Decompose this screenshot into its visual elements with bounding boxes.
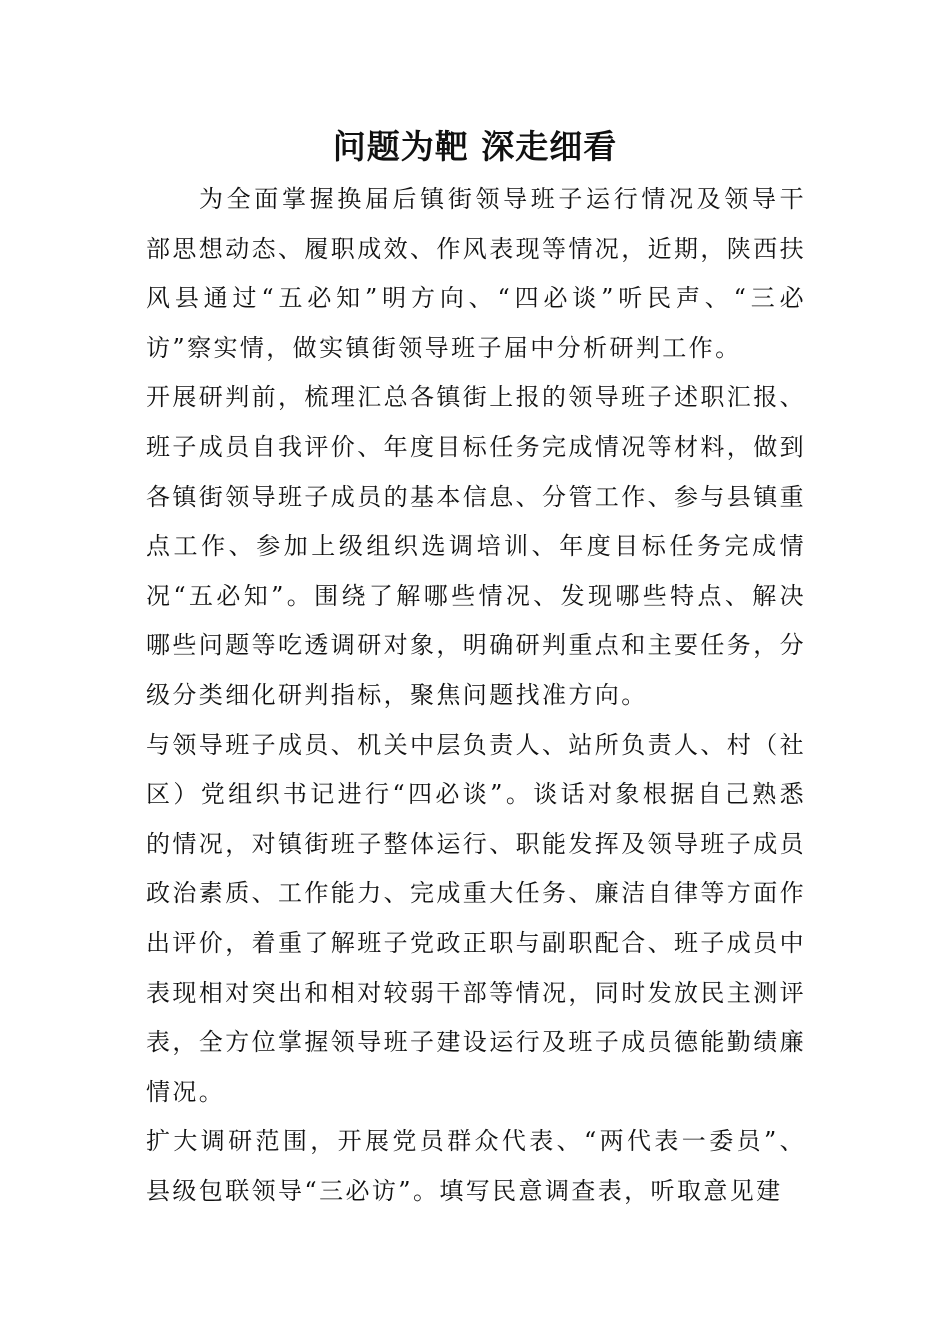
document-title: 问题为靶 深走细看 bbox=[332, 127, 618, 166]
document-body bbox=[146, 175, 806, 1216]
paragraph-five-must-know: 开展研判前，梳理汇总各镇街上报的领导班子述职汇报、班子成员自我评价、年度目标任务完成情况等材料，做到各镇街领导班子成员的基本信息、分管工作、参与县镇重点工作、参加上级组织选调培训、年度目标任务完成情况“五必知”。围绕了解哪些情况、发现哪些特点、解决哪些问题等吃透调研对象，明确研判重点和主要任务，分级分类细化研判指标，聚焦问题找准方向。 bbox=[146, 383, 806, 709]
paragraph-intro: 为全面掌握换届后镇街领导班子运行情况及领导干部思想动态、履职成效、作风表现等情况，近期，陕西扶风县通过“五必知”明方向、“四必谈”听民声、“三必访”察实情，做实镇街领导班子届中分析研判工作。 bbox=[146, 185, 806, 362]
paragraph-four-must-talk: 与领导班子成员、机关中层负责人、站所负责人、村（社区）党组织书记进行“四必谈”。谈话对象根据自己熟悉的情况，对镇街班子整体运行、职能发挥及领导班子成员政治素质、工作能力、完成重大任务、廉洁自律等方面作出评价，着重了解班子党政正职与副职配合、班子成员中表现相对突出和相对较弱干部等情况，同时发放民主测评表，全方位掌握领导班子建设运行及班子成员德能勤绩廉情况。 bbox=[146, 730, 806, 1106]
paragraph-three-must-visit: 扩大调研范围，开展党员群众代表、“两代表一委员”、县级包联领导“三必访”。填写民意调查表，听取意见建 bbox=[146, 1127, 806, 1205]
